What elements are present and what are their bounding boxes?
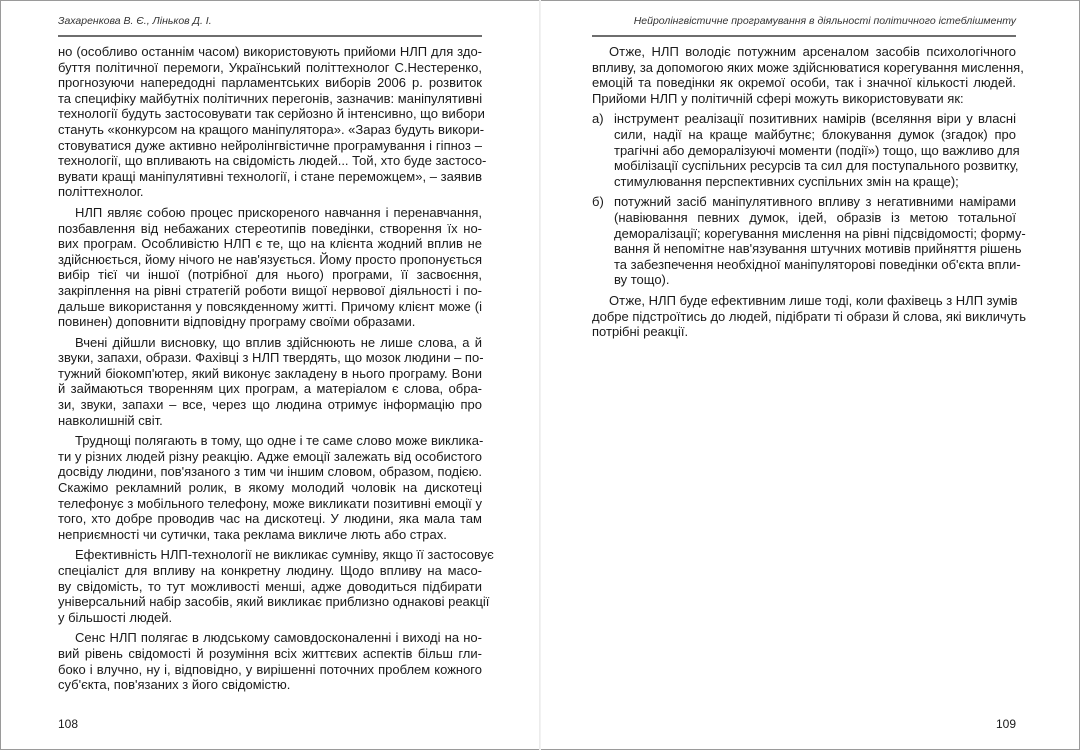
text-line: деморалізації; корегування мислення на рівні підсвідомості; форму- [614, 225, 1026, 241]
text-line: стимулювання перспективних суспільних змін на краще); [614, 173, 959, 189]
paragraph [58, 630, 482, 692]
text-line: вих програм. Особливістю НЛП є те, що на клієнта жодний вплив не [58, 236, 482, 252]
list-item [592, 111, 1020, 189]
list-marker: б) [592, 194, 604, 210]
paragraph [58, 547, 494, 625]
text-line: й займаються творенням цих програм, а матеріалом є слова, обра- [58, 381, 482, 397]
text-line: (навіювання певних думок, ідей, образів із метою тотальної [614, 209, 1016, 225]
text-line: звуки, запахи, образи. Фахівці з НЛП твердять, що мозок людини – по- [58, 350, 484, 366]
text-line: потужний засіб маніпулятивного впливу з негативними намірами [614, 194, 1016, 210]
text-line: дальше використання у повсякденному житті. Причому клієнт може (і [58, 298, 482, 314]
text-line: досвіду людини, пов'язаного з тим чи іншим словом, образом, подією. [58, 464, 482, 480]
text-line: повинен) доповнити відповідну програму своїми образами. [58, 314, 416, 330]
paragraph [58, 433, 482, 542]
right-page-body [592, 44, 1027, 345]
text-line: Сенс НЛП полягає в людському самовдосконаленні і виході на но- [75, 630, 482, 646]
header-rule [58, 35, 482, 37]
text-line: позбавлення від небажаних стереотипів поведінки, створення їх но- [58, 220, 482, 236]
intro-paragraph [592, 44, 1024, 106]
text-line: Скажімо рекламний ролик, в якому молодий чоловік на дискотеці [58, 480, 482, 496]
text-line: емоцій та поведінки як окремої особи, так і значної кількості людей. [592, 75, 1016, 91]
page-number: 108 [58, 717, 79, 731]
text-line: політтехнолог. [58, 184, 144, 200]
text-line: вання й непомітне нав'язування штучних мотивів прийняття рішень [614, 241, 1022, 257]
text-line: тужний біокомп'ютер, який виконує закладену в нього програму. Вони [58, 365, 482, 381]
text-line: трагічні або деморалізуючі моменти (події») тощо, що важливо для [614, 142, 1020, 158]
header-rule [592, 35, 1016, 37]
text-line: Отже, НЛП володіє потужним арсеналом засобів психологічного [609, 44, 1016, 59]
text-line: боко і влучно, ну і, відповідно, у вирішенні поточних проблем кожного [58, 661, 482, 677]
text-line: неприємності чи сутички, така реклама викличе лють або страх. [58, 526, 447, 542]
text-line: потрібні реакції. [592, 324, 689, 340]
text-line: Отже, НЛП буде ефективним лише тоді, коли фахівець з НЛП зумів [609, 292, 1018, 308]
list-item-text [614, 111, 1020, 189]
page-number: 109 [995, 717, 1016, 731]
text-line: Ефективність НЛП-технології не викликає сумніву, якщо її застосовує [75, 547, 494, 563]
running-head-title: Нейролінгвістичне програмування в діяльності політичного істеблішменту [633, 15, 1016, 27]
text-line: прогнозуючи напередодні парламентських виборів 2006 р. розвиток [58, 75, 482, 91]
text-line: ву свідомість, то тут можливості менші, адже доводиться підбирати [58, 578, 482, 594]
text-line: ти у різних людей різну реакцію. Адже емоції залежать від особистого [58, 448, 482, 464]
text-line: мобілізації суспільних ресурсів та сил для поступального розвитку, [614, 158, 1019, 174]
text-line: вибір тієї чи іншої (потрібної для нього) програми, її засвоєння, [58, 267, 482, 283]
text-line: зи, звуки, запахи – все, через що людина отримує інформацію про [58, 397, 482, 413]
paragraph [58, 335, 482, 429]
text-line: впливу, за допомогою яких може здійснюватися корегування мислення, [592, 59, 1024, 75]
text-line: технології будуть застосовувати так серйозно й інтенсивно, що вибори [58, 106, 485, 122]
text-line: інструмент реалізації позитивних намірів (вселяння віри у власні [614, 111, 1016, 127]
text-line: Труднощі полягають в тому, що одне і те саме слово може виклика- [75, 433, 484, 449]
right-page [592, 0, 1027, 750]
text-line: універсальний набір засобів, який викликає приблизно однакові реакції [58, 594, 490, 610]
text-line: Вчені дійшли висновку, що вплив здійснюють не лише слова, а й [75, 334, 482, 350]
text-line: закріплення на рівні стратегій роботи вищої нервової діяльності і по- [58, 282, 482, 298]
text-line: та забезпечення необхідної маніпуляторові поведінки об'єкта впли- [614, 256, 1021, 272]
text-line: сили, надії на краще майбутнє; блокування думок (згадок) про [614, 126, 1016, 142]
text-line: добре підстроїтись до людей, підібрати ті образи й слова, які викличуть [592, 308, 1027, 324]
paragraph [58, 44, 487, 200]
text-line: стовуватися дуже активно нейролінгвістичне програмування і гіпноз – [58, 137, 482, 153]
text-line: вувати кращі маніпулятивні технології, і стане переможцем», – заявив [58, 168, 482, 184]
list-item [592, 194, 1026, 288]
paragraph [58, 205, 482, 330]
running-head-authors: Захаренкова В. Є., Ліньков Д. І. [58, 15, 212, 27]
text-line: буття політичної перемоги, Український політтехнолог С.Нестеренко, [58, 59, 482, 75]
text-line: Прийоми НЛП у політичній сфері можуть використовувати як: [592, 90, 964, 106]
text-line: стануть «конкурсом на кращого маніпулятора». «Зараз будуть викори- [58, 121, 485, 137]
left-page-body [58, 44, 494, 698]
text-line: суб'єкта, пов'язаних з його свідомістю. [58, 677, 291, 693]
text-line: у більшості людей. [58, 609, 173, 625]
text-line: вий рівень свідомості й розуміння всіх життєвих аспектів більш гли- [58, 645, 482, 661]
text-line: ву тощо). [614, 272, 670, 288]
text-line: телефонує з мобільного телефону, може викликати позитивні емоції у [58, 495, 482, 511]
text-line: НЛП являє собою процес прискореного навчання і перенавчання, [75, 204, 482, 220]
text-line: здійснюється, йому нічого не нав'язується. Йому просто пропонується [58, 251, 483, 267]
text-line: но (особливо останнім часом) використовують прийоми НЛП для здо- [58, 44, 482, 59]
text-line: спеціаліст для впливу на конкретну людину. Щодо впливу на масо- [58, 563, 482, 578]
left-page [58, 0, 494, 750]
conclusion-paragraph [592, 292, 1027, 340]
text-line: навколишній світ. [58, 412, 163, 428]
book-gutter [539, 0, 541, 750]
list-marker: а) [592, 111, 604, 127]
text-line: того, хто добре проводив час на дискотеці. У людини, яка мала там [58, 511, 482, 527]
list-item-text [614, 194, 1026, 288]
text-line: та специфіку майбутніх політичних перегонів, зазначив: маніпулятивні [58, 90, 483, 106]
text-line: технології, що впливають на свідомість людей... Той, хто буде застосо- [58, 153, 487, 169]
